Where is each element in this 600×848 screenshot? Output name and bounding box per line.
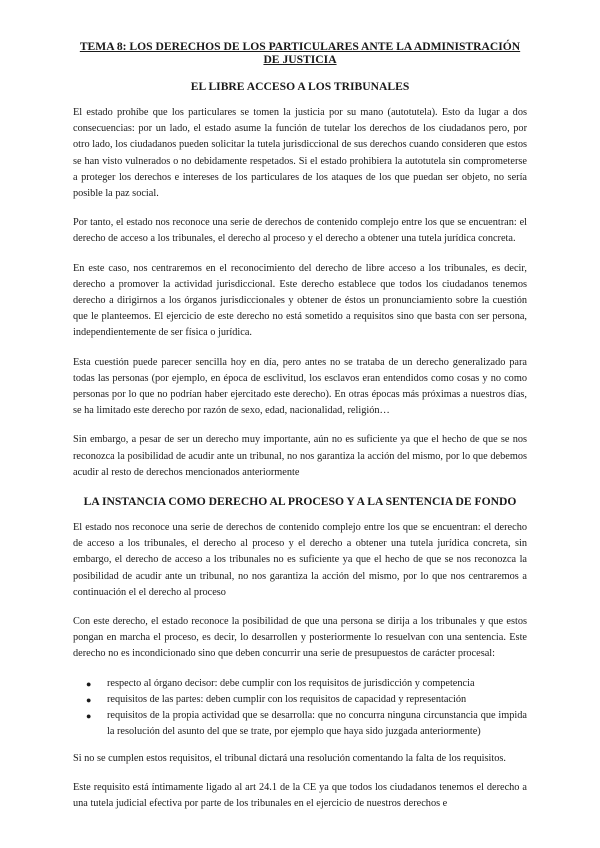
section-heading-instancia: LA INSTANCIA COMO DERECHO AL PROCESO Y A LA SENTENCIA DE FONDO bbox=[83, 495, 517, 509]
list-item bbox=[86, 692, 527, 708]
paragraph: En este caso, nos centraremos en el reconocimiento del derecho de libre acceso a los tribunales, es decir, derecho a promover la actividad jurisdiccional. Este derecho establece que todos los ciudadanos tenemos derecho a dirigirnos a los órganos jurisdiccionales y obtener de éstos un pronunciamiento sobre la cuestión que le planteemos. El ejercicio de este derecho no está sometido a requisitos sino que basta con ser persona, independientemente de ser física o jurídica. bbox=[73, 262, 527, 339]
paragraph: El estado nos reconoce una serie de derechos de contenido complejo entre los que se encuentran: el derecho de acceso a los tribunales, el derecho al proceso y el derecho a obtener una tutela jurídica concreta, sin embargo, el derecho de acceso a los tribunales no es suficiente ya que el hecho de que se nos reconozca la posibilidad de acudir ante un tribunal, no nos garantiza la acción del mismo, por lo que nos centraremos a continuación el el derecho al proceso bbox=[73, 522, 527, 598]
list-item bbox=[86, 708, 527, 740]
paragraph: Este requisito está íntimamente ligado al art 24.1 de la CE ya que todos los ciudadanos tenemos el derecho a una tutela judicial efectiva por parte de los tribunales en el ejercicio de nuestros derechos e bbox=[73, 781, 527, 809]
bullet-icon: ● bbox=[86, 678, 92, 689]
list-item bbox=[86, 676, 527, 692]
list-item-text: respecto al órgano decisor: debe cumplir con los requisitos de jurisdicción y competencia bbox=[107, 677, 475, 689]
requirements-list bbox=[73, 676, 527, 741]
paragraph: Esta cuestión puede parecer sencilla hoy en día, pero antes no se trataba de un derecho generalizado para todas las personas (por ejemplo, en época de esclivitud, los esclavos eran entendidos como cosas y no como personas por lo que no podrían haber ejercitado este derecho). En otras épocas más próximas a nuestros días, se ha limitado este derecho por razón de sexo, edad, nacionalidad, religión… bbox=[73, 356, 527, 417]
list-item-text: requisitos de la propia actividad que se desarrolla: que no concurra ninguna circunstancia que impida la resolución del asunto del que se trate, por ejemplo que haya sido juzgada anteriormente) bbox=[107, 710, 527, 738]
paragraph: Con este derecho, el estado reconoce la posibilidad de que una persona se dirija a los tribunales y que estos pongan en marcha el proceso, es decir, lo desarrollen y posteriormente lo resuelvan con una sentencia. Este derecho no es incondicionado sino que deben concurrir una serie de presupuestos de carácter procesal: bbox=[73, 616, 527, 660]
list-item-text: requisitos de las partes: deben cumplir con los requisitos de capacidad y representación bbox=[107, 693, 467, 705]
paragraph: El estado prohíbe que los particulares se tomen la justicia por su mano (autotutela). Esto da lugar a dos consecuencias: por un lado, el estado asume la función de tutelar los derechos de los ciudadanos pero, por otro lado, los ciudadanos pueden solicitar la tutela jurisdiccional de sus derechos cuando consideren que estos se han visto vulnerados o no debidamente respetados. Si el estado prohibiera la autotutela sin comprometerse a proteger los derechos e intereses de los particulares de los ataques de los que puedan ser objeto, no sería posible la paz social. bbox=[73, 107, 527, 200]
paragraph: Si no se cumplen estos requisitos, el tribunal dictará una resolución comentando la falta de los requisitos. bbox=[73, 752, 506, 764]
document-title: TEMA 8: LOS DERECHOS DE LOS PARTICULARES ANTE LA ADMINISTRACIÓN DE JUSTICIA bbox=[79, 40, 521, 66]
bullet-icon: ● bbox=[86, 694, 92, 705]
paragraph: Sin embargo, a pesar de ser un derecho muy importante, aún no es suficiente ya que el hecho de que se nos reconozca la posibilidad de acudir ante un tribunal, no nos garantiza la acción del mismo, por lo que debemos acudir al resto de derechos mencionados anteriormente bbox=[73, 434, 527, 478]
section-heading-libre-acceso: EL LIBRE ACCESO A LOS TRIBUNALES bbox=[190, 80, 410, 93]
bullet-icon: ● bbox=[86, 711, 92, 722]
paragraph: Por tanto, el estado nos reconoce una serie de derechos de contenido complejo entre los que se encuentran: el derecho de acceso a los tribunales, el derecho al proceso y el derecho a obtener una tutela jurídica concreta. bbox=[73, 217, 527, 245]
